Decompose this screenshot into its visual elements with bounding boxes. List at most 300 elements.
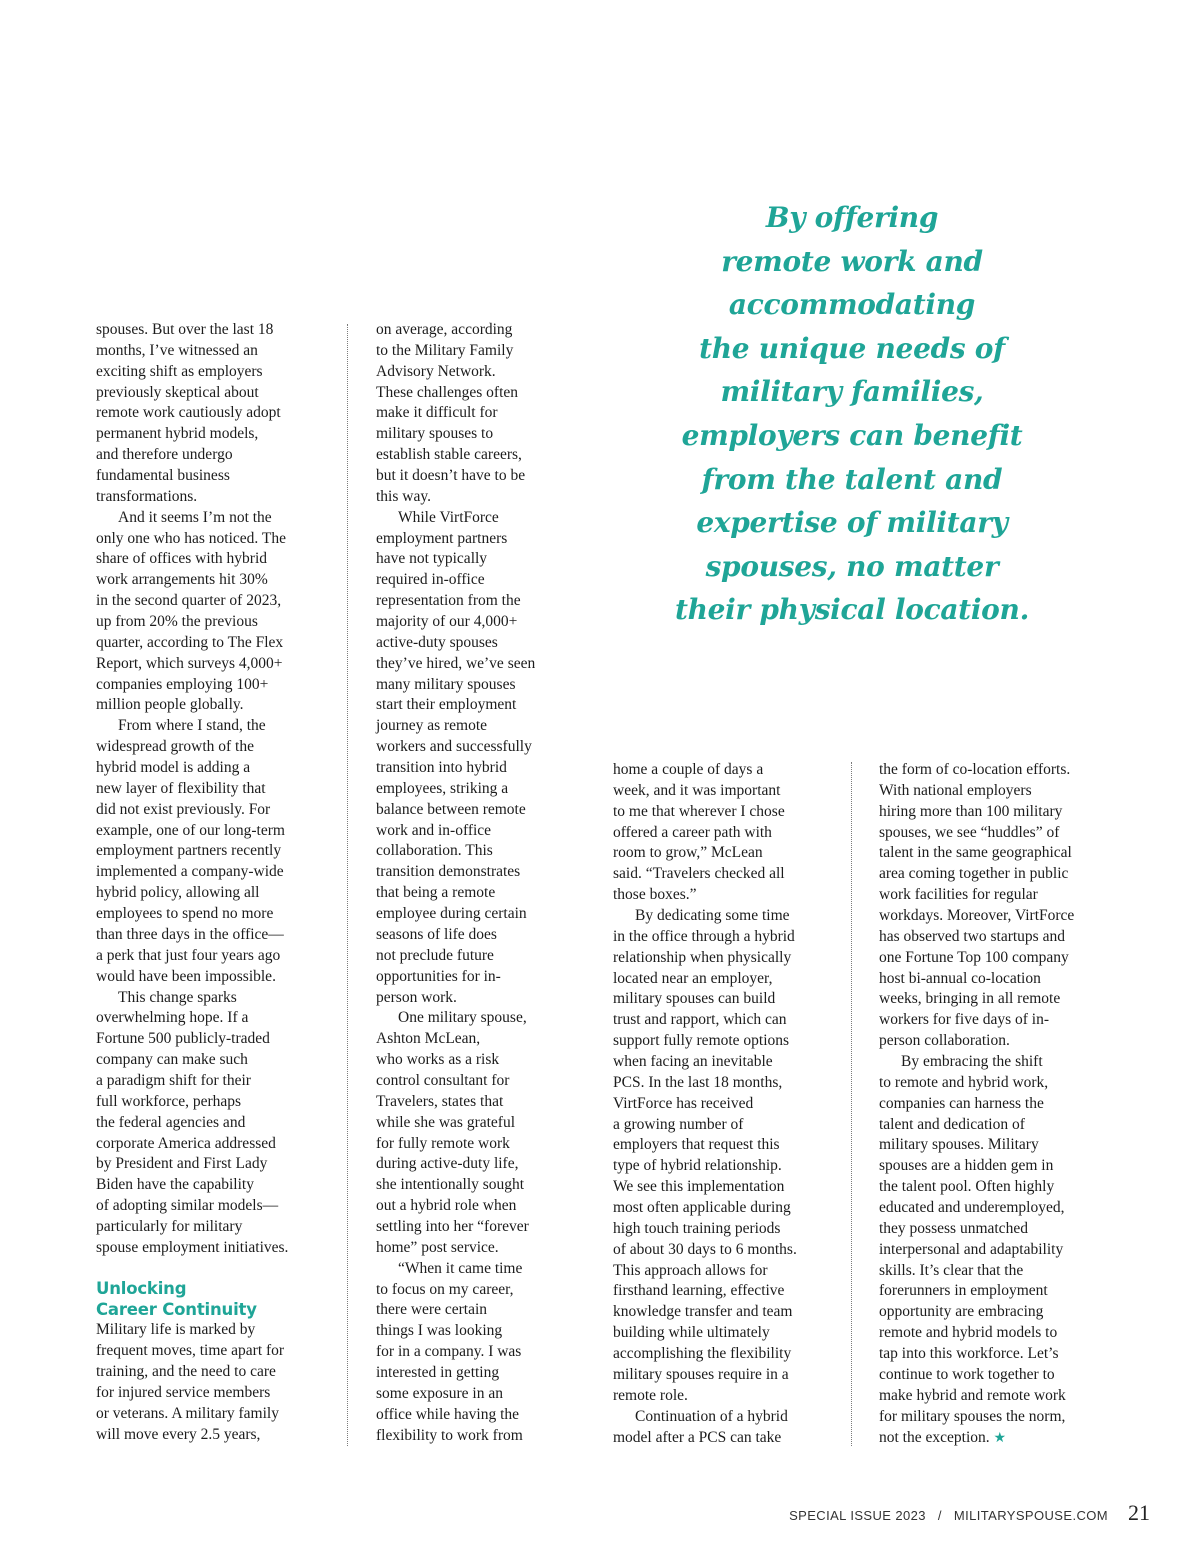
text-line (879, 927, 1109, 948)
text-line (879, 1115, 1109, 1136)
text-line (376, 1008, 566, 1029)
text-line (376, 341, 566, 362)
line-text: has observed two startups and (879, 927, 1065, 945)
text-line (879, 948, 1109, 969)
text-line (376, 383, 566, 404)
text-line (376, 1134, 566, 1155)
text-line (376, 1384, 566, 1405)
text-line (613, 1302, 833, 1323)
paragraph (613, 906, 833, 1407)
line-text: by President and First Lady (96, 1155, 268, 1173)
text-line (96, 737, 326, 758)
line-text: many military spouses (376, 675, 516, 693)
text-line (879, 1261, 1109, 1282)
text-line (613, 1386, 833, 1407)
text-line (879, 1010, 1109, 1031)
text-line (376, 1029, 566, 1050)
text-line (613, 802, 833, 823)
line-text: And it seems I’m not the (118, 508, 272, 526)
text-line (96, 862, 326, 883)
text-line (376, 362, 566, 383)
text-line (613, 1407, 833, 1428)
line-text: flexibility to work from (376, 1426, 523, 1444)
line-text: for injured service members (96, 1383, 271, 1401)
line-text: make it difficult for (376, 404, 498, 422)
paragraph (613, 1407, 833, 1449)
paragraph (376, 1259, 566, 1447)
line-text: a perk that just four years ago (96, 946, 281, 964)
text-line (879, 1198, 1109, 1219)
text-line (879, 1302, 1109, 1323)
text-line (96, 988, 326, 1009)
line-text: Biden have the capability (96, 1176, 254, 1194)
line-text: support fully remote options (613, 1032, 790, 1050)
line-text: to the Military Family (376, 341, 514, 359)
line-text: host bi-annual co-location (879, 969, 1041, 987)
text-line (376, 1175, 566, 1196)
text-line (879, 1323, 1109, 1344)
text-line (613, 1177, 833, 1198)
text-line (879, 906, 1109, 927)
text-line (613, 906, 833, 927)
pull-quote-line: the unique needs of (699, 331, 1005, 365)
text-line (96, 779, 326, 800)
line-text: to focus on my career, (376, 1280, 514, 1298)
text-line (96, 654, 326, 675)
line-text: exciting shift as employers (96, 362, 263, 380)
line-text: talent in the same geographical (879, 844, 1072, 862)
line-text: things I was looking (376, 1322, 503, 1340)
text-line (613, 1115, 833, 1136)
paragraph (879, 1052, 1109, 1449)
text-line (879, 1428, 1109, 1450)
line-text: From where I stand, the (118, 717, 266, 735)
line-text: start their employment (376, 696, 517, 714)
line-text: share of offices with hybrid (96, 550, 268, 568)
line-text: offered a career path with (613, 823, 772, 841)
text-line (613, 1428, 833, 1449)
text-line (376, 800, 566, 821)
line-text: they’ve hired, we’ve seen (376, 654, 536, 672)
line-text: Unlocking (96, 1278, 187, 1298)
line-text: transformations. (96, 487, 198, 505)
text-line (376, 737, 566, 758)
line-text: make hybrid and remote work (879, 1386, 1066, 1404)
line-text: room to grow,” McLean (613, 844, 763, 862)
text-line (376, 466, 566, 487)
text-line (376, 529, 566, 550)
line-text: weeks, bringing in all remote (879, 990, 1061, 1008)
pull-quote-line: their physical location. (674, 593, 1030, 627)
line-text: high touch training periods (613, 1219, 781, 1237)
line-text: Military life is marked by (96, 1321, 256, 1339)
line-text: military spouses can build (613, 990, 776, 1008)
line-text: establish stable careers, (376, 446, 522, 464)
text-line (613, 1156, 833, 1177)
page-number: 21 (1128, 1500, 1150, 1525)
text-line (376, 988, 566, 1009)
line-text: representation from the (376, 592, 521, 610)
line-text: than three days in the office— (96, 925, 284, 943)
text-line (96, 758, 326, 779)
line-text: remote and hybrid models to (879, 1324, 1058, 1342)
text-line (376, 549, 566, 570)
line-text: one Fortune Top 100 company (879, 948, 1069, 966)
text-line (376, 424, 566, 445)
line-text: required in-office (376, 571, 485, 589)
paragraph (879, 760, 1109, 1052)
text-line (613, 948, 833, 969)
line-text: there were certain (376, 1301, 488, 1319)
line-text: work facilities for regular (879, 886, 1038, 904)
text-line (96, 1196, 326, 1217)
text-line (613, 989, 833, 1010)
text-line (879, 760, 1109, 781)
line-text: We see this implementation (613, 1178, 785, 1196)
text-line (96, 1425, 326, 1446)
line-text: continue to work together to (879, 1365, 1055, 1383)
text-line (879, 989, 1109, 1010)
text-line (879, 1156, 1109, 1177)
text-line (96, 508, 326, 529)
line-text: VirtForce has received (613, 1094, 754, 1112)
line-text: opportunities for in- (376, 967, 501, 985)
text-line (96, 925, 326, 946)
line-text: on average, according (376, 321, 513, 338)
line-text: employees, striking a (376, 779, 509, 797)
text-line (879, 1052, 1109, 1073)
text-line (96, 487, 326, 508)
paragraph (376, 320, 566, 508)
line-text: widespread growth of the (96, 738, 254, 756)
line-text: military spouses require in a (613, 1365, 789, 1383)
line-text: while she was grateful (376, 1113, 516, 1131)
line-text: out a hybrid role when (376, 1197, 517, 1215)
line-text: hybrid policy, allowing all (96, 884, 260, 902)
line-text: collaboration. This (376, 842, 493, 860)
footer-separator: / (937, 1508, 942, 1523)
line-text: the federal agencies and (96, 1113, 246, 1131)
text-line (613, 864, 833, 885)
line-text: These challenges often (376, 383, 519, 401)
line-text: months, I’ve witnessed an (96, 341, 258, 359)
line-text: for military spouses the norm, (879, 1407, 1066, 1425)
line-text: person collaboration. (879, 1032, 1010, 1050)
text-line (96, 1341, 326, 1362)
text-line (613, 927, 833, 948)
line-text: that being a remote (376, 884, 496, 902)
pull-quote (672, 196, 1032, 632)
line-text: workers for five days of in- (879, 1011, 1050, 1029)
text-line (376, 320, 566, 341)
line-text: said. “Travelers checked all (613, 865, 785, 883)
line-text: hiring more than 100 military (879, 802, 1063, 820)
text-line (376, 1300, 566, 1321)
line-text: This approach allows for (613, 1261, 768, 1279)
text-line (613, 1323, 833, 1344)
line-text: spouses are a hidden gem in (879, 1157, 1054, 1175)
text-line (376, 654, 566, 675)
text-line (376, 1342, 566, 1363)
text-line (96, 1238, 326, 1259)
text-line (376, 1092, 566, 1113)
line-text: have not typically (376, 550, 488, 568)
text-line (376, 841, 566, 862)
text-line (879, 823, 1109, 844)
text-line (376, 1050, 566, 1071)
text-line (879, 1240, 1109, 1261)
line-text: up from 20% the previous (96, 613, 258, 631)
line-text: implemented a company-wide (96, 863, 284, 881)
line-text: not preclude future (376, 946, 494, 964)
line-text: One military spouse, (398, 1009, 527, 1027)
line-text: in the office through a hybrid (613, 927, 795, 945)
line-text: a growing number of (613, 1115, 744, 1133)
text-line (879, 1407, 1109, 1428)
text-line (96, 946, 326, 967)
line-text: training, and the need to care (96, 1363, 276, 1381)
line-text: knowledge transfer and team (613, 1303, 793, 1321)
article-column-2 (376, 320, 566, 1446)
line-text: week, and it was important (613, 781, 781, 799)
line-text: will move every 2.5 years, (96, 1425, 261, 1443)
line-text: particularly for military (96, 1217, 243, 1235)
text-line (96, 1320, 326, 1341)
text-line (96, 383, 326, 404)
text-line (879, 1135, 1109, 1156)
text-line (879, 1031, 1109, 1052)
line-text: Report, which surveys 4,000+ (96, 654, 283, 672)
text-line (96, 1217, 326, 1238)
line-text: Advisory Network. (376, 362, 496, 380)
text-line (376, 612, 566, 633)
text-line (376, 403, 566, 424)
paragraph (376, 1008, 566, 1258)
text-line (376, 758, 566, 779)
line-text: model after a PCS can take (613, 1428, 782, 1446)
text-line (613, 760, 833, 781)
line-text: new layer of flexibility that (96, 779, 266, 797)
line-text: area coming together in public (879, 865, 1069, 883)
footer-issue: SPECIAL ISSUE 2023 (789, 1508, 926, 1523)
text-line (96, 341, 326, 362)
line-text: opportunity are embracing (879, 1303, 1044, 1321)
pull-quote-line: By offering (765, 201, 939, 234)
text-line (879, 1177, 1109, 1198)
line-text: Fortune 500 publicly-traded (96, 1030, 270, 1048)
line-text: active-duty spouses (376, 633, 498, 651)
line-text: PCS. In the last 18 months, (613, 1073, 783, 1091)
line-text: example, one of our long-term (96, 821, 285, 839)
pull-quote-line: spouses, no matter (705, 549, 999, 583)
line-text: for in a company. I was (376, 1343, 522, 1361)
text-line (376, 883, 566, 904)
text-line (96, 883, 326, 904)
line-text: Ashton McLean, (376, 1030, 481, 1048)
line-text: relationship when physically (613, 948, 792, 966)
text-line (376, 1196, 566, 1217)
line-text: this way. (376, 487, 431, 505)
text-line (376, 1280, 566, 1301)
text-line (376, 946, 566, 967)
line-text: of about 30 days to 6 months. (613, 1240, 797, 1258)
line-text: located near an employer, (613, 969, 773, 987)
article-column-1 (96, 320, 326, 1446)
line-text: only one who has noticed. The (96, 529, 286, 547)
text-line (879, 802, 1109, 823)
paragraph (376, 508, 566, 1009)
page-footer (789, 1500, 1150, 1528)
paragraph (96, 988, 326, 1259)
text-line (376, 1071, 566, 1092)
text-line (96, 549, 326, 570)
pull-quote-line: military families, (720, 375, 984, 409)
text-line (96, 1175, 326, 1196)
text-line (376, 633, 566, 654)
text-line (376, 1154, 566, 1175)
paragraph (96, 716, 326, 987)
column-divider (347, 324, 348, 1446)
text-line (879, 885, 1109, 906)
line-text: hybrid model is adding a (96, 759, 251, 777)
line-text: a paradigm shift for their (96, 1071, 251, 1089)
line-text: person work. (376, 988, 457, 1006)
text-line (879, 1073, 1109, 1094)
text-line (613, 843, 833, 864)
text-line (613, 1135, 833, 1156)
line-text: journey as remote (376, 717, 488, 735)
line-text: office while having the (376, 1405, 520, 1423)
text-line (613, 781, 833, 802)
line-text: employment partners (376, 529, 508, 547)
text-line (96, 695, 326, 716)
text-line (96, 675, 326, 696)
paragraph (96, 320, 326, 508)
line-text: when facing an inevitable (613, 1053, 773, 1071)
text-line (613, 969, 833, 990)
line-text: spouse employment initiatives. (96, 1238, 289, 1256)
line-text: employees to spend no more (96, 905, 274, 923)
text-line (879, 781, 1109, 802)
text-line (376, 1238, 566, 1259)
text-line (613, 1365, 833, 1386)
line-text: control consultant for (376, 1071, 510, 1089)
text-line (613, 1198, 833, 1219)
text-line (613, 1219, 833, 1240)
text-line (376, 1113, 566, 1134)
line-text: work arrangements hit 30% (96, 571, 268, 589)
text-line (613, 1031, 833, 1052)
line-text: This change sparks (118, 988, 237, 1006)
line-text: who works as a risk (376, 1051, 500, 1069)
line-text: military spouses to (376, 425, 494, 443)
line-text: to me that wherever I chose (613, 802, 785, 820)
line-text: in the second quarter of 2023, (96, 592, 282, 610)
pull-quote-line: remote work and (721, 244, 983, 278)
text-line (96, 362, 326, 383)
text-line (96, 841, 326, 862)
text-line (96, 612, 326, 633)
text-line (613, 1073, 833, 1094)
line-text: Career Continuity (96, 1299, 257, 1319)
line-text: firsthand learning, effective (613, 1282, 785, 1300)
line-text: workdays. Moreover, VirtForce (879, 907, 1075, 925)
section-subhead (96, 1279, 326, 1321)
text-line (879, 1365, 1109, 1386)
text-line (879, 1344, 1109, 1365)
text-line (376, 675, 566, 696)
line-text: the talent pool. Often highly (879, 1178, 1055, 1196)
line-text: educated and underemployed, (879, 1199, 1065, 1217)
line-text: million people globally. (96, 696, 244, 714)
line-text: talent and dedication of (879, 1115, 1025, 1133)
line-text: companies can harness the (879, 1094, 1044, 1112)
paragraph (96, 508, 326, 717)
line-text: quarter, according to The Flex (96, 633, 284, 651)
line-text: By dedicating some time (635, 907, 790, 925)
line-text: transition into hybrid (376, 759, 507, 777)
text-line (376, 779, 566, 800)
line-text: type of hybrid relationship. (613, 1157, 782, 1175)
line-text: full workforce, perhaps (96, 1092, 242, 1110)
text-line (376, 695, 566, 716)
line-text: during active-duty life, (376, 1155, 519, 1173)
text-line (96, 904, 326, 925)
line-text: spouses, we see “huddles” of (879, 823, 1060, 841)
paragraph (613, 760, 833, 906)
paragraph (96, 1320, 326, 1445)
line-text: interested in getting (376, 1363, 500, 1381)
line-text: interpersonal and adaptability (879, 1240, 1064, 1258)
text-line (376, 821, 566, 842)
line-text: or veterans. A military family (96, 1404, 279, 1422)
line-text: for fully remote work (376, 1134, 510, 1152)
line-text: not the exception. (879, 1428, 990, 1446)
line-text: military spouses. Military (879, 1136, 1039, 1154)
text-line (96, 403, 326, 424)
text-line (613, 823, 833, 844)
line-text: By embracing the shift (901, 1053, 1043, 1071)
line-text: spouses. But over the last 18 (96, 321, 274, 338)
text-line (376, 925, 566, 946)
text-line (376, 862, 566, 883)
pull-quote-line: accommodating (728, 288, 976, 322)
line-text: she intentionally sought (376, 1176, 525, 1194)
text-line (96, 633, 326, 654)
line-text: seasons of life does (376, 925, 497, 943)
footer-website: MILITARYSPOUSE.COM (953, 1508, 1108, 1523)
text-line (376, 1426, 566, 1447)
line-text: work and in-office (376, 821, 492, 839)
text-line (96, 1092, 326, 1113)
text-line (376, 904, 566, 925)
text-line (613, 885, 833, 906)
line-text: Travelers, states that (376, 1092, 504, 1110)
text-line (613, 1261, 833, 1282)
line-text: building while ultimately (613, 1324, 770, 1342)
text-line (879, 1219, 1109, 1240)
line-text: trust and rapport, which can (613, 1011, 787, 1029)
line-text: tap into this workforce. Let’s (879, 1345, 1059, 1363)
text-line (613, 1240, 833, 1261)
end-star-icon: ★ (993, 1430, 1007, 1446)
text-line (613, 1281, 833, 1302)
line-text: workers and successfully (376, 738, 532, 756)
line-text: home a couple of days a (613, 761, 764, 778)
text-line (96, 570, 326, 591)
text-line (879, 969, 1109, 990)
text-line (879, 1281, 1109, 1302)
